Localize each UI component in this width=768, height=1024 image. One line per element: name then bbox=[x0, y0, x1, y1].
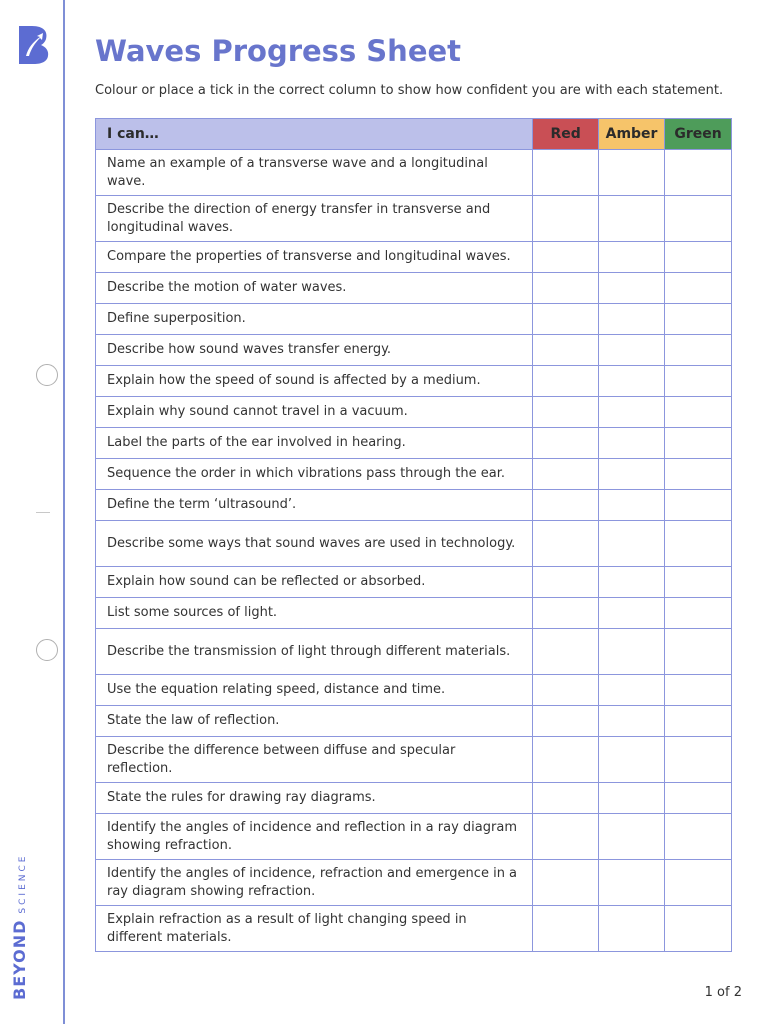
red-cell[interactable] bbox=[533, 397, 599, 428]
amber-cell[interactable] bbox=[599, 304, 665, 335]
green-cell[interactable] bbox=[665, 304, 732, 335]
red-cell[interactable] bbox=[533, 906, 599, 952]
green-cell[interactable] bbox=[665, 428, 732, 459]
table-row bbox=[96, 737, 732, 783]
green-cell[interactable] bbox=[665, 629, 732, 675]
red-cell[interactable] bbox=[533, 737, 599, 783]
green-cell[interactable] bbox=[665, 598, 732, 629]
statement-cell: Describe some ways that sound waves are used in technology. bbox=[96, 521, 533, 567]
table-header-row bbox=[96, 119, 732, 150]
green-cell[interactable] bbox=[665, 397, 732, 428]
green-cell[interactable] bbox=[665, 814, 732, 860]
red-cell[interactable] bbox=[533, 196, 599, 242]
statement-cell: Describe the transmission of light through different materials. bbox=[96, 629, 533, 675]
green-cell[interactable] bbox=[665, 335, 732, 366]
table-row bbox=[96, 814, 732, 860]
green-cell[interactable] bbox=[665, 521, 732, 567]
brand-name: BEYOND bbox=[10, 919, 29, 1000]
statement-cell: Explain refraction as a result of light changing speed in different materials. bbox=[96, 906, 533, 952]
table-row bbox=[96, 428, 732, 459]
header-amber: Amber bbox=[599, 119, 665, 150]
amber-cell[interactable] bbox=[599, 490, 665, 521]
title-main: Progress Sheet bbox=[211, 34, 462, 68]
green-cell[interactable] bbox=[665, 860, 732, 906]
statement-cell: Explain why sound cannot travel in a vacuum. bbox=[96, 397, 533, 428]
header-statement: I can… bbox=[96, 119, 533, 150]
amber-cell[interactable] bbox=[599, 196, 665, 242]
statement-cell: List some sources of light. bbox=[96, 598, 533, 629]
table-row bbox=[96, 273, 732, 304]
amber-cell[interactable] bbox=[599, 428, 665, 459]
amber-cell[interactable] bbox=[599, 906, 665, 952]
statement-cell: Explain how sound can be reflected or absorbed. bbox=[96, 567, 533, 598]
table-row bbox=[96, 521, 732, 567]
red-cell[interactable] bbox=[533, 860, 599, 906]
amber-cell[interactable] bbox=[599, 814, 665, 860]
punch-hole bbox=[36, 364, 58, 386]
green-cell[interactable] bbox=[665, 196, 732, 242]
statement-cell: Describe the motion of water waves. bbox=[96, 273, 533, 304]
statement-cell: Sequence the order in which vibrations pass through the ear. bbox=[96, 459, 533, 490]
amber-cell[interactable] bbox=[599, 706, 665, 737]
amber-cell[interactable] bbox=[599, 567, 665, 598]
table-row bbox=[96, 397, 732, 428]
table-row bbox=[96, 706, 732, 737]
table-row bbox=[96, 304, 732, 335]
red-cell[interactable] bbox=[533, 521, 599, 567]
statement-cell: State the rules for drawing ray diagrams. bbox=[96, 783, 533, 814]
statement-cell: Describe how sound waves transfer energy. bbox=[96, 335, 533, 366]
red-cell[interactable] bbox=[533, 304, 599, 335]
statement-cell: Identify the angles of incidence, refraction and emergence in a ray diagram showing refraction. bbox=[96, 860, 533, 906]
green-cell[interactable] bbox=[665, 675, 732, 706]
red-cell[interactable] bbox=[533, 366, 599, 397]
header-red: Red bbox=[533, 119, 599, 150]
red-cell[interactable] bbox=[533, 629, 599, 675]
progress-table bbox=[95, 118, 732, 952]
amber-cell[interactable] bbox=[599, 366, 665, 397]
brand-wordmark bbox=[10, 854, 29, 1000]
statement-cell: Define the term ‘ultrasound’. bbox=[96, 490, 533, 521]
table-row bbox=[96, 150, 732, 196]
amber-cell[interactable] bbox=[599, 860, 665, 906]
header-green: Green bbox=[665, 119, 732, 150]
red-cell[interactable] bbox=[533, 490, 599, 521]
punch-hole bbox=[36, 639, 58, 661]
amber-cell[interactable] bbox=[599, 675, 665, 706]
statement-cell: Explain how the speed of sound is affected by a medium. bbox=[96, 366, 533, 397]
table-row bbox=[96, 366, 732, 397]
green-cell[interactable] bbox=[665, 459, 732, 490]
green-cell[interactable] bbox=[665, 906, 732, 952]
amber-cell[interactable] bbox=[599, 273, 665, 304]
amber-cell[interactable] bbox=[599, 459, 665, 490]
green-cell[interactable] bbox=[665, 706, 732, 737]
table-row bbox=[96, 196, 732, 242]
margin-line bbox=[63, 0, 65, 1024]
green-cell[interactable] bbox=[665, 273, 732, 304]
red-cell[interactable] bbox=[533, 706, 599, 737]
table-row bbox=[96, 242, 732, 273]
red-cell[interactable] bbox=[533, 459, 599, 490]
green-cell[interactable] bbox=[665, 490, 732, 521]
beyond-logo-icon bbox=[14, 22, 52, 66]
page-number: 1 of 2 bbox=[704, 985, 742, 1000]
green-cell[interactable] bbox=[665, 242, 732, 273]
amber-cell[interactable] bbox=[599, 521, 665, 567]
statement-cell: Identify the angles of incidence and reflection in a ray diagram showing refraction. bbox=[96, 814, 533, 860]
table-row bbox=[96, 598, 732, 629]
statement-cell: Label the parts of the ear involved in hearing. bbox=[96, 428, 533, 459]
green-cell[interactable] bbox=[665, 567, 732, 598]
statement-cell: Define superposition. bbox=[96, 304, 533, 335]
table-row bbox=[96, 860, 732, 906]
red-cell[interactable] bbox=[533, 335, 599, 366]
statement-cell: Name an example of a transverse wave and a longitudinal wave. bbox=[96, 150, 533, 196]
instructions: Colour or place a tick in the correct column to show how confident you are with each statement. bbox=[95, 83, 724, 98]
statement-cell: State the law of reflection. bbox=[96, 706, 533, 737]
amber-cell[interactable] bbox=[599, 150, 665, 196]
table-row bbox=[96, 629, 732, 675]
red-cell[interactable] bbox=[533, 428, 599, 459]
red-cell[interactable] bbox=[533, 150, 599, 196]
table-row bbox=[96, 335, 732, 366]
amber-cell[interactable] bbox=[599, 242, 665, 273]
statement-cell: Describe the direction of energy transfer in transverse and longitudinal waves. bbox=[96, 196, 533, 242]
table-row bbox=[96, 459, 732, 490]
red-cell[interactable] bbox=[533, 783, 599, 814]
amber-cell[interactable] bbox=[599, 783, 665, 814]
red-cell[interactable] bbox=[533, 273, 599, 304]
amber-cell[interactable] bbox=[599, 629, 665, 675]
fold-mark bbox=[36, 512, 50, 513]
red-cell[interactable] bbox=[533, 675, 599, 706]
amber-cell[interactable] bbox=[599, 737, 665, 783]
amber-cell[interactable] bbox=[599, 335, 665, 366]
green-cell[interactable] bbox=[665, 783, 732, 814]
table-row bbox=[96, 567, 732, 598]
red-cell[interactable] bbox=[533, 242, 599, 273]
title-topic: Waves bbox=[95, 34, 202, 68]
table-row bbox=[96, 490, 732, 521]
red-cell[interactable] bbox=[533, 567, 599, 598]
table-row bbox=[96, 783, 732, 814]
green-cell[interactable] bbox=[665, 150, 732, 196]
statement-cell: Describe the difference between diffuse and specular reflection. bbox=[96, 737, 533, 783]
statement-cell: Use the equation relating speed, distance and time. bbox=[96, 675, 533, 706]
amber-cell[interactable] bbox=[599, 397, 665, 428]
red-cell[interactable] bbox=[533, 814, 599, 860]
green-cell[interactable] bbox=[665, 366, 732, 397]
brand-sub: SCIENCE bbox=[18, 853, 28, 914]
green-cell[interactable] bbox=[665, 737, 732, 783]
amber-cell[interactable] bbox=[599, 598, 665, 629]
table-row bbox=[96, 675, 732, 706]
red-cell[interactable] bbox=[533, 598, 599, 629]
statement-cell: Compare the properties of transverse and longitudinal waves. bbox=[96, 242, 533, 273]
page-title bbox=[95, 34, 461, 68]
table-row bbox=[96, 906, 732, 952]
